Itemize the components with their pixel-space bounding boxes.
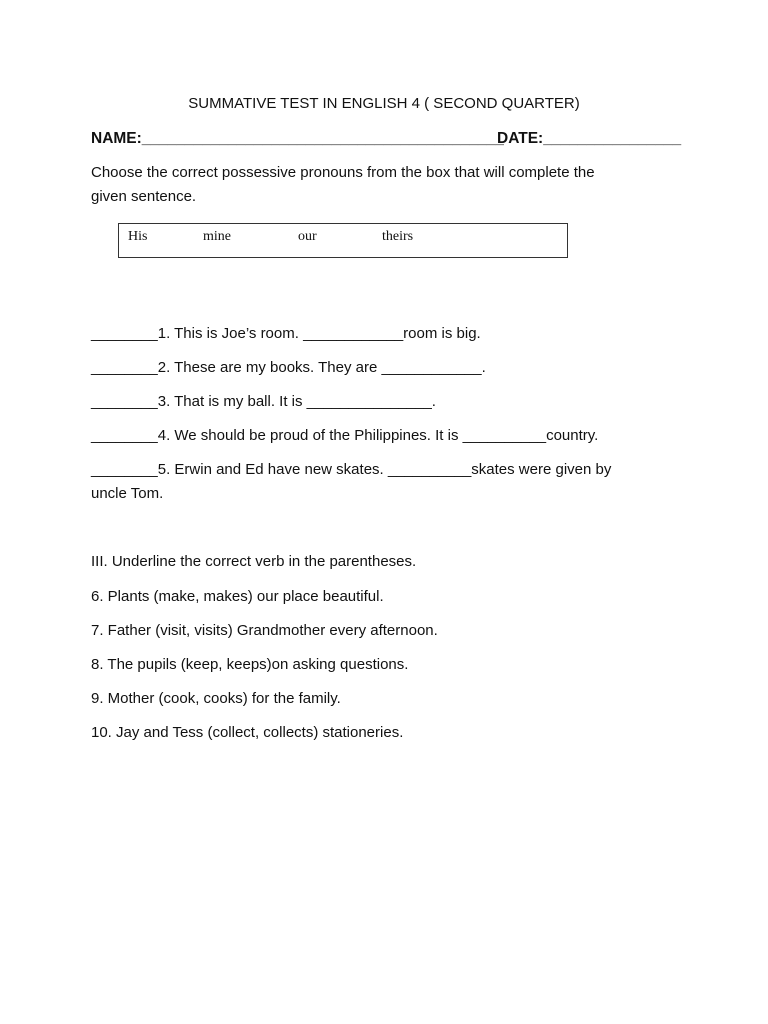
question-item: ________3. That is my ball. It is _______________. [91,393,436,410]
instructions-line-2: given sentence. [91,188,197,205]
verb-item: 7. Father (visit, visits) Grandmother every afternoon. [91,622,438,639]
question-item-continuation: uncle Tom. [91,485,164,502]
pronoun-word-box [118,223,568,258]
verb-item: 9. Mother (cook, cooks) for the family. [91,690,341,707]
verb-item: 6. Plants (make, makes) our place beautiful. [91,588,384,605]
verb-item: 10. Jay and Tess (collect, collects) stationeries. [91,724,404,741]
word-box-item: His [128,229,148,244]
name-field-line: NAME:__________________________________________ [91,130,504,147]
verb-item: 8. The pupils (keep, keeps)on asking questions. [91,656,409,673]
date-field-line: DATE:________________ [497,130,682,147]
word-box-item: our [298,229,317,244]
word-box-item: theirs [382,229,414,244]
section-heading: III. Underline the correct verb in the parentheses. [91,553,417,570]
question-item: ________4. We should be proud of the Philippines. It is __________country. [91,427,599,444]
word-box-item: mine [203,229,231,244]
question-item: ________2. These are my books. They are ____________. [91,359,486,376]
question-item: ________1. This is Joe’s room. ____________room is big. [91,325,481,342]
instructions-line-1: Choose the correct possessive pronouns from the box that will complete the [91,164,595,181]
page-title: SUMMATIVE TEST IN ENGLISH 4 ( SECOND QUARTER) [188,95,580,112]
question-item: ________5. Erwin and Ed have new skates. __________skates were given by [91,461,612,478]
